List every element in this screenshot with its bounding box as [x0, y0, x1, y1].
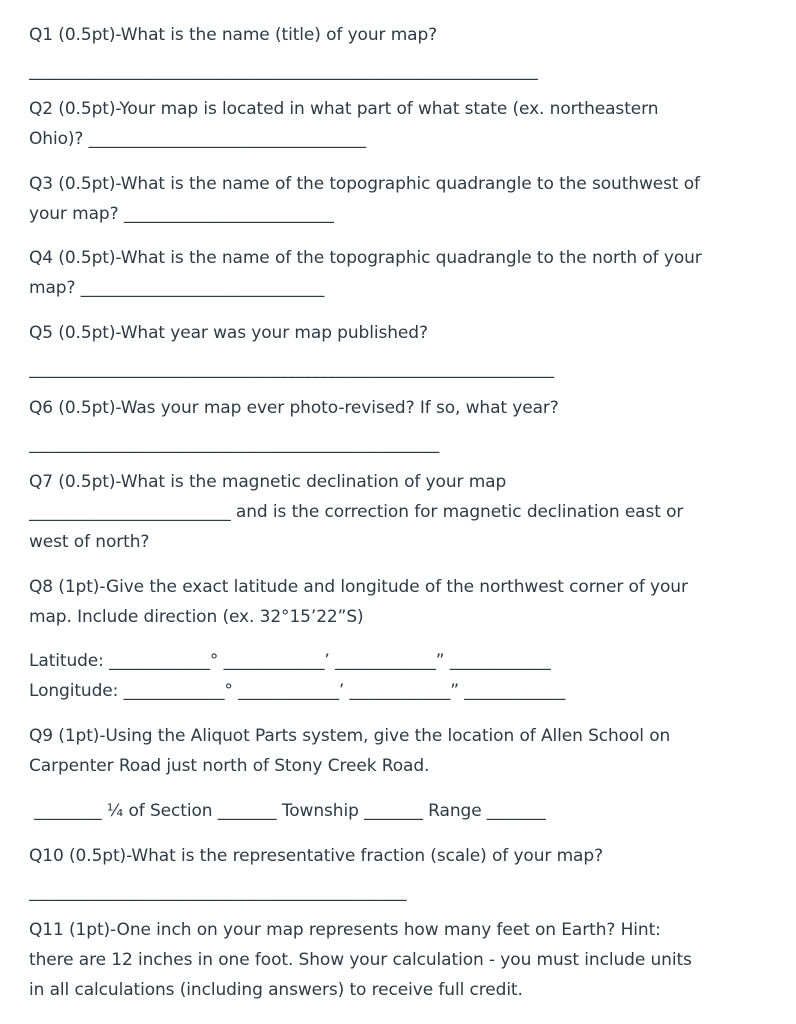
- q8-text-line1: Q8 (1pt)-Give the exact latitude and longitude of the northwest corner of your: [29, 577, 688, 597]
- q3-text-line2[interactable]: your map? _________________________: [29, 204, 334, 224]
- q2-text-line1: Q2 (0.5pt)-Your map is located in what part of what state (ex. northeastern: [29, 99, 659, 119]
- q10-text: Q10 (0.5pt)-What is the representative fraction (scale) of your map?: [29, 846, 603, 866]
- q9-text-line1: Q9 (1pt)-Using the Aliquot Parts system, give the location of Allen School on: [29, 726, 671, 746]
- aliquot-location-field[interactable]: ________ ¼ of Section _______ Township _______ Range _______: [29, 801, 546, 821]
- longitude-field[interactable]: Longitude: ____________° ____________’ ____________” ____________: [29, 681, 566, 701]
- q6-answer-blank[interactable]: __________________________________________________: [29, 434, 440, 454]
- q1-text: Q1 (0.5pt)-What is the name (title) of your map?: [29, 25, 438, 45]
- q5-text: Q5 (0.5pt)-What year was your map published?: [29, 323, 428, 343]
- q7-text-line2[interactable]: ________________________ and is the correction for magnetic declination east or: [29, 502, 684, 522]
- q3-text-line1: Q3 (0.5pt)-What is the name of the topographic quadrangle to the southwest of: [29, 174, 700, 194]
- q2-text-line2[interactable]: Ohio)? _________________________________: [29, 129, 366, 149]
- q7-text-line3: west of north?: [29, 532, 150, 552]
- q6-text: Q6 (0.5pt)-Was your map ever photo-revised? If so, what year?: [29, 398, 559, 418]
- q1-answer-blank[interactable]: ______________________________________________________________: [29, 61, 538, 81]
- q11-text-line3: in all calculations (including answers) to receive full credit.: [29, 980, 523, 1000]
- q11-text-line1: Q11 (1pt)-One inch on your map represents how many feet on Earth? Hint:: [29, 920, 661, 940]
- q11-text-line2: there are 12 inches in one foot. Show your calculation - you must include units: [29, 950, 692, 970]
- q4-text-line1: Q4 (0.5pt)-What is the name of the topographic quadrangle to the north of your: [29, 248, 702, 268]
- q9-text-line2: Carpenter Road just north of Stony Creek Road.: [29, 756, 430, 776]
- q4-text-line2[interactable]: map? _____________________________: [29, 278, 325, 298]
- q8-text-line2: map. Include direction (ex. 32°15’22”S): [29, 607, 364, 627]
- q5-answer-blank[interactable]: ________________________________________________________________: [29, 359, 554, 379]
- latitude-field[interactable]: Latitude: ____________° ____________’ ____________” ____________: [29, 651, 551, 671]
- q10-answer-blank[interactable]: ______________________________________________: [29, 882, 407, 902]
- q7-text-line1: Q7 (0.5pt)-What is the magnetic declination of your map: [29, 472, 507, 492]
